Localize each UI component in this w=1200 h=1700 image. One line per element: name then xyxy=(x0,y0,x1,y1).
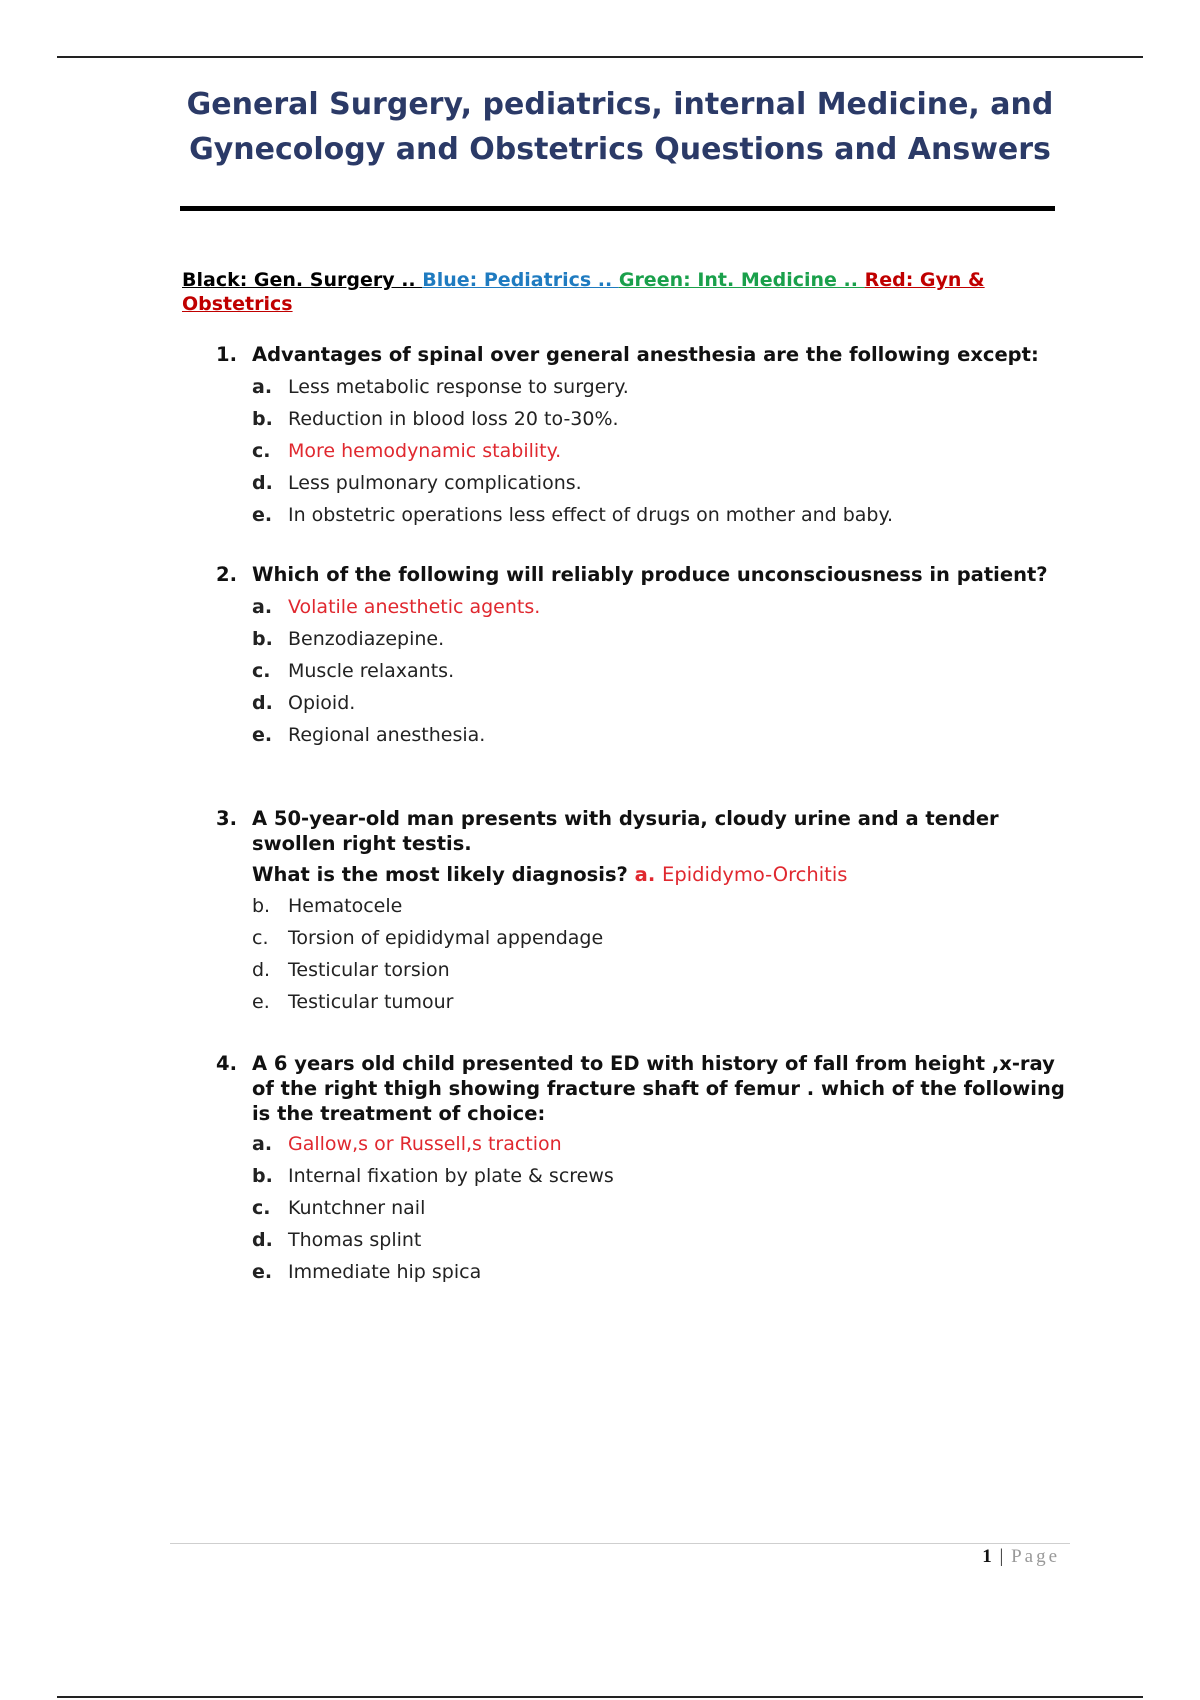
footer-rule xyxy=(170,1543,1070,1544)
bottom-rule xyxy=(57,1696,1143,1698)
option-1b xyxy=(252,403,1076,435)
correct-answer-text: Volatile anesthetic agents. xyxy=(288,596,541,618)
option-text: Muscle relaxants. xyxy=(288,660,455,682)
option-letter: b. xyxy=(252,408,273,430)
correct-answer-text: Epididymo-Orchitis xyxy=(662,863,848,886)
question-3 xyxy=(216,806,1076,1018)
correct-answer-text: Gallow,s or Russell,s traction xyxy=(288,1133,562,1155)
option-2a xyxy=(252,591,1076,623)
option-text: Regional anesthesia. xyxy=(288,724,486,746)
question-number: 1. xyxy=(216,343,237,366)
option-text: Benzodiazepine. xyxy=(288,628,445,650)
option-text: Less pulmonary complications. xyxy=(288,472,582,494)
question-number: 4. xyxy=(216,1052,237,1075)
option-4c xyxy=(252,1192,1076,1224)
page-title: General Surgery, pediatrics, internal Medicine, and Gynecology and Obstetrics Questions and Answers xyxy=(186,87,1054,167)
question-text: Advantages of spinal over general anesthesia are the following except: xyxy=(252,343,1039,366)
color-legend xyxy=(182,268,1062,316)
option-1c xyxy=(252,435,1076,467)
option-4a xyxy=(252,1128,1076,1160)
option-letter: c. xyxy=(252,660,271,682)
option-letter: a. xyxy=(252,1133,273,1155)
option-letter: b. xyxy=(252,628,273,650)
option-letter: c. xyxy=(252,927,269,949)
option-letter: d. xyxy=(252,1229,273,1251)
option-2c xyxy=(252,655,1076,687)
legend-green: Green: Int. Medicine .. xyxy=(618,269,865,291)
option-text: Thomas splint xyxy=(288,1229,422,1251)
page-number: 1 xyxy=(982,1546,992,1567)
option-letter: d. xyxy=(252,959,271,981)
question-number: 2. xyxy=(216,563,237,586)
option-letter: c. xyxy=(252,1197,271,1219)
option-2e xyxy=(252,719,1076,751)
option-letter: c. xyxy=(252,440,271,462)
page-label: Page xyxy=(1011,1546,1060,1567)
title-underline xyxy=(180,206,1055,211)
option-letter: d. xyxy=(252,692,273,714)
option-letter: b. xyxy=(252,1165,273,1187)
option-text: Kuntchner nail xyxy=(288,1197,426,1219)
option-3e xyxy=(252,986,1076,1018)
page-footer xyxy=(900,1546,1060,1568)
option-4e xyxy=(252,1256,1076,1288)
option-text: Immediate hip spica xyxy=(288,1261,482,1283)
option-2d xyxy=(252,687,1076,719)
option-4d xyxy=(252,1224,1076,1256)
option-text: Hematocele xyxy=(288,895,403,917)
option-4b xyxy=(252,1160,1076,1192)
option-letter: e. xyxy=(252,504,273,526)
option-text: Opioid. xyxy=(288,692,356,714)
option-text: Testicular torsion xyxy=(288,959,450,981)
option-text: Reduction in blood loss 20 to-30%. xyxy=(288,408,619,430)
question-4 xyxy=(216,1051,1076,1288)
option-1a xyxy=(252,371,1076,403)
top-rule xyxy=(57,56,1143,58)
correct-answer-text: More hemodynamic stability. xyxy=(288,440,562,462)
option-letter: a. xyxy=(252,596,273,618)
option-text: Less metabolic response to surgery. xyxy=(288,376,629,398)
inline-answer-letter: a. xyxy=(634,863,656,886)
legend-black: Black: Gen. Surgery .. xyxy=(182,269,423,291)
option-letter: e. xyxy=(252,991,270,1013)
question-number: 3. xyxy=(216,807,237,830)
option-1e xyxy=(252,499,1076,531)
option-text: Testicular tumour xyxy=(288,991,454,1013)
question-2 xyxy=(216,562,1076,751)
question-text: Which of the following will reliably produce unconsciousness in patient? xyxy=(252,563,1048,586)
option-letter: e. xyxy=(252,1261,273,1283)
option-letter: a. xyxy=(252,376,273,398)
question-text: A 6 years old child presented to ED with history of fall from height ,x-ray of the right thigh showing fracture shaft of femur . which of the following is the treatment of choice: xyxy=(252,1052,1065,1125)
option-letter: d. xyxy=(252,472,273,494)
option-text: Torsion of epididymal appendage xyxy=(288,927,604,949)
footer-separator: | xyxy=(999,1546,1004,1567)
option-1d xyxy=(252,467,1076,499)
question-1 xyxy=(216,342,1076,531)
question-subtext: What is the most likely diagnosis? xyxy=(252,863,628,886)
question-text: A 50-year-old man presents with dysuria, cloudy urine and a tender swollen right testis. xyxy=(252,807,999,855)
option-3b xyxy=(252,890,1076,922)
option-letter: b. xyxy=(252,895,271,917)
option-text: Internal fixation by plate & screws xyxy=(288,1165,614,1187)
option-letter: e. xyxy=(252,724,273,746)
option-3c xyxy=(252,922,1076,954)
option-3d xyxy=(252,954,1076,986)
legend-red: Red: Gyn & Obstetrics xyxy=(182,269,985,315)
legend-blue: Blue: Pediatrics .. xyxy=(422,269,619,291)
option-text: In obstetric operations less effect of drugs on mother and baby. xyxy=(288,504,894,526)
option-2b xyxy=(252,623,1076,655)
